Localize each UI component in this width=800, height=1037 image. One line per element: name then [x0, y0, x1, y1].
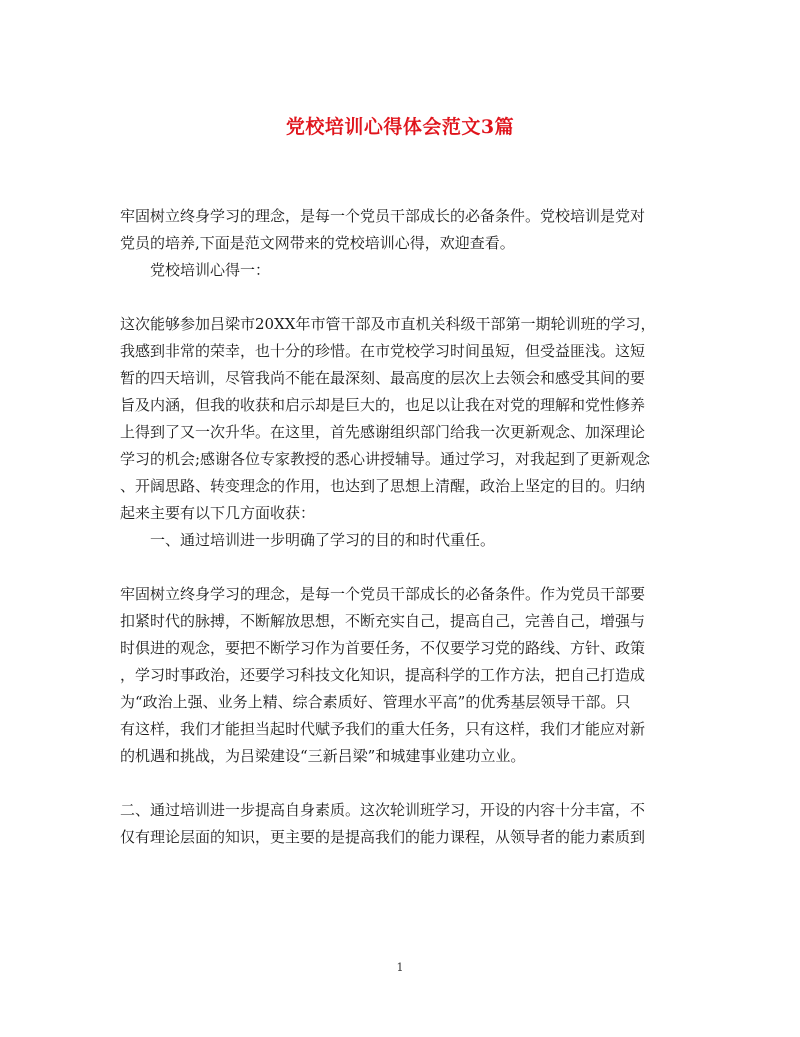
- page-number: 1: [396, 961, 404, 974]
- text-line: 学习的机会;感谢各位专家教授的悉心讲授辅导。通过学习，对我起到了更新观念: [120, 450, 651, 468]
- text-line: 暂的四天培训，尽管我尚不能在最深刻、最高度的层次上去领会和感受其间的要: [120, 369, 646, 387]
- text-line: 时俱进的观念，要把不断学习作为首要任务，不仅要学习党的路线、方针、政策: [120, 639, 646, 657]
- text-line: 的机遇和挑战，为吕梁建设“三新吕梁”和城建事业建功立业。: [120, 747, 526, 765]
- text-line: 旨及内涵，但我的收获和启示却是巨大的，也足以让我在对党的理解和党性修养: [120, 396, 646, 414]
- point-heading: 一、通过培训进一步明确了学习的目的和时代重任。: [150, 531, 496, 549]
- text-line: 扣紧时代的脉搏，不断解放思想，不断充实自己，提高自己，完善自己，增强与: [120, 612, 646, 630]
- text-line: 牢固树立终身学习的理念，是每一个党员干部成长的必备条件。党校培训是党对: [120, 207, 646, 225]
- text-line: 二、通过培训进一步提高自身素质。这次轮训班学习，开设的内容十分丰富，不: [120, 801, 646, 819]
- paragraph-gap: [120, 284, 682, 311]
- document-title: 党校培训心得体会范文3篇: [285, 116, 515, 138]
- text-line: ，学习时事政治，还要学习科技文化知识，提高科学的工作方法，把自己打造成: [120, 666, 646, 684]
- text-line: 牢固树立终身学习的理念，是每一个党员干部成长的必备条件。作为党员干部要: [120, 585, 646, 603]
- document-body: [120, 203, 682, 851]
- text-line: 上得到了又一次升华。在这里，首先感谢组织部门给我一次更新观念、加深理论: [120, 423, 646, 441]
- text-line: 党员的培养,下面是范文网带来的党校培训心得，欢迎查看。: [120, 234, 515, 252]
- paragraph-gap: [120, 554, 682, 581]
- text-line: 有这样，我们才能担当起时代赋予我们的重大任务，只有这样，我们才能应对新: [120, 720, 646, 738]
- section-heading: 党校培训心得一：: [150, 261, 271, 279]
- text-line: 这次能够参加吕梁市20XX年市管干部及市直机关科级干部第一期轮训班的学习，: [120, 315, 656, 333]
- paragraph-gap: [120, 770, 682, 797]
- text-line: 仅有理论层面的知识，更主要的是提高我们的能力课程，从领导者的能力素质到: [120, 828, 646, 846]
- text-line: 为“政治上强、业务上精、综合素质好、管理水平高”的优秀基层领导干部。只: [120, 693, 631, 711]
- text-line: 、开阔思路、转变理念的作用，也达到了思想上清醒，政治上坚定的目的。归纳: [120, 477, 646, 495]
- text-line: 我感到非常的荣幸，也十分的珍惜。在市党校学习时间虽短，但受益匪浅。这短: [120, 342, 646, 360]
- text-line: 起来主要有以下几方面收获：: [120, 504, 316, 522]
